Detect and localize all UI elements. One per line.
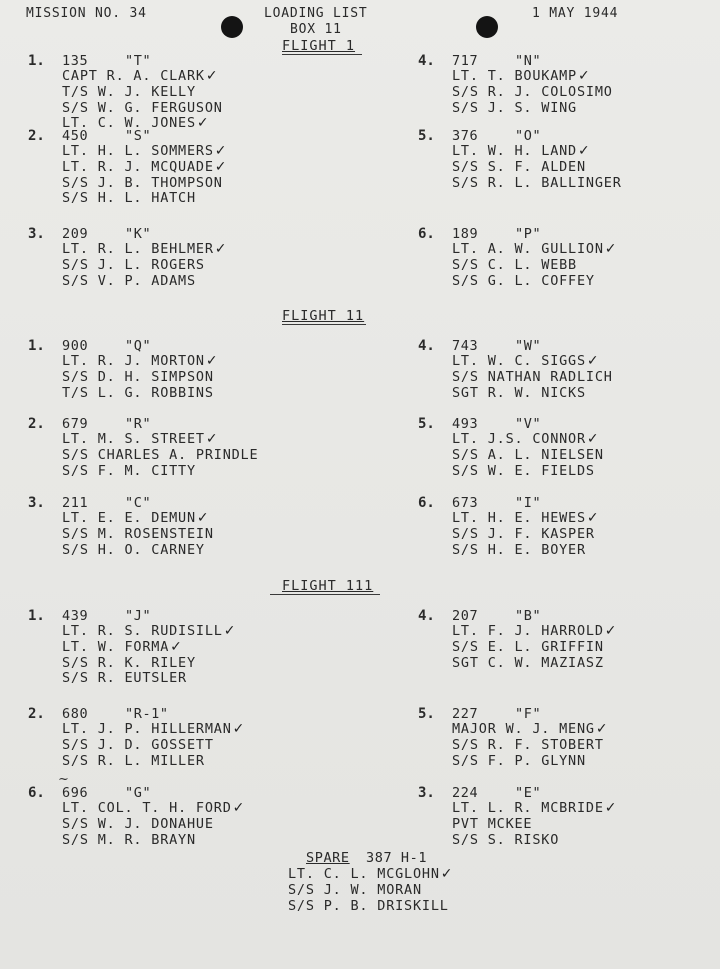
- slot-number: 3.: [28, 495, 45, 511]
- crew-name: LT. E. E. DEMUN: [62, 510, 196, 526]
- crew-name: SGT R. W. NICKS: [452, 384, 586, 401]
- crew-name: S/S H. L. HATCH: [62, 190, 196, 207]
- crew-member: [62, 176, 227, 192]
- flight-title-rule: [282, 54, 362, 55]
- crew-name: LT. R. J. MCQUADE: [62, 158, 214, 175]
- crew-name: SGT C. W. MAZIASZ: [452, 654, 604, 671]
- crew-name: S/S R. J. COLOSIMO: [452, 83, 613, 100]
- slot-number: 1.: [28, 338, 45, 354]
- crew-member: [452, 432, 604, 448]
- mission-number: MISSION NO. 34: [26, 6, 147, 21]
- crew-name: S/S J. D. GOSSETT: [62, 736, 214, 753]
- crew-name: LT. A. W. GULLION: [452, 241, 604, 257]
- crew-name: T/S W. J. KELLY: [62, 83, 196, 100]
- box-number: BOX 11: [290, 22, 342, 37]
- crew-member: [452, 833, 617, 849]
- flight-title-rule: [282, 324, 366, 325]
- crew-name: S/S D. H. SIMPSON: [62, 368, 214, 385]
- crew-name: S/S V. P. ADAMS: [62, 272, 196, 289]
- slot-number: 3.: [418, 785, 435, 801]
- crew-member: [62, 144, 227, 160]
- crew-name: S/S CHARLES A. PRINDLE: [62, 446, 259, 463]
- crew-member: [62, 370, 218, 386]
- slot-number: 6.: [418, 495, 435, 511]
- aircraft-number: 207: [452, 608, 479, 624]
- aircraft-letter: "G": [125, 785, 152, 801]
- crew-list: [62, 242, 227, 289]
- aircraft-number: 717: [452, 53, 479, 69]
- crew-name: LT. F. J. HARROLD: [452, 623, 604, 639]
- crew-member: [452, 242, 617, 258]
- crew-member: [62, 656, 236, 672]
- slot-number: 6.: [418, 226, 435, 242]
- crew-member: [452, 527, 599, 543]
- binder-hole-left: [221, 16, 243, 38]
- slot-number: 1.: [28, 608, 45, 624]
- crew-name: LT. R. J. MORTON: [62, 353, 205, 369]
- flight-1-title: FLIGHT 1: [282, 38, 356, 54]
- aircraft-letter: "B": [515, 608, 542, 624]
- check-mark: ✓: [232, 721, 246, 737]
- crew-name: S/S M. R. BRAYN: [62, 831, 196, 848]
- aircraft-number: 376: [452, 128, 479, 144]
- crew-name: S/S A. L. NIELSEN: [452, 446, 604, 463]
- check-mark: ✓: [196, 115, 210, 132]
- aircraft-number: 209: [62, 226, 89, 242]
- crew-list: [452, 801, 617, 848]
- crew-list: [452, 432, 604, 479]
- aircraft-letter: "Q": [125, 338, 152, 354]
- crew-name: S/S W. E. FIELDS: [452, 462, 595, 479]
- check-mark: ✓: [586, 353, 600, 369]
- crew-member: [452, 370, 613, 386]
- crew-member: [452, 464, 604, 480]
- check-mark: ✓: [214, 143, 228, 159]
- crew-member: [62, 191, 227, 207]
- crew-name: S/S R. F. STOBERT: [452, 736, 604, 753]
- crew-name: MAJOR W. J. MENG: [452, 721, 595, 737]
- crew-name: S/S R. L. BALLINGER: [452, 174, 622, 191]
- check-mark: ✓: [214, 241, 228, 257]
- crew-name: S/S J. B. THOMPSON: [62, 174, 223, 191]
- check-mark: ✓: [578, 68, 591, 84]
- crew-name: S/S H. O. CARNEY: [62, 541, 205, 558]
- check-mark: ✓: [214, 158, 228, 175]
- crew-member: [62, 354, 218, 370]
- aircraft-number: 673: [452, 495, 479, 511]
- crew-name: LT. J.S. CONNOR: [452, 431, 586, 447]
- slot-number: 1.: [28, 53, 45, 69]
- crew-member: [452, 543, 599, 559]
- crew-member: [62, 242, 227, 258]
- crew-name: LT. R. L. BEHLMER: [62, 241, 214, 257]
- slot-number: 5.: [418, 416, 435, 432]
- aircraft-number: 900: [62, 338, 89, 354]
- aircraft-number: 224: [452, 785, 479, 801]
- aircraft-number: 743: [452, 338, 479, 354]
- crew-name: S/S W. J. DONAHUE: [62, 815, 214, 832]
- aircraft-letter: "V": [515, 416, 542, 432]
- crew-list: [452, 722, 608, 769]
- crew-member: [452, 354, 613, 370]
- flight-title-rule: [270, 594, 380, 595]
- check-mark: ✓: [223, 623, 237, 639]
- crew-name: S/S J. L. ROGERS: [62, 256, 205, 273]
- crew-member: [62, 671, 236, 687]
- crew-member: [62, 833, 245, 849]
- aircraft-number: 450: [62, 128, 89, 144]
- crew-name: S/S J. S. WING: [452, 99, 577, 116]
- slot-number: 2.: [28, 706, 45, 722]
- crew-member: [62, 448, 258, 464]
- document-title: LOADING LIST: [264, 6, 368, 21]
- crew-name: LT. W. FORMA: [62, 638, 170, 655]
- aircraft-number: 696: [62, 785, 89, 801]
- check-mark: ✓: [604, 241, 618, 257]
- aircraft-number: 680: [62, 706, 89, 722]
- slot-number: 6.: [28, 785, 45, 801]
- crew-name: S/S R. K. RILEY: [62, 654, 196, 671]
- check-mark: ✓: [578, 143, 591, 159]
- slot-number: 3.: [28, 226, 45, 242]
- crew-name: LT. L. R. MCBRIDE: [452, 800, 604, 816]
- crew-name: S/S J. F. KASPER: [452, 525, 595, 542]
- crew-name: S/S S. F. ALDEN: [452, 158, 586, 175]
- crew-member: [452, 160, 622, 176]
- aircraft-number: 493: [452, 416, 479, 432]
- aircraft-letter: "O": [515, 128, 542, 144]
- slot-number: 2.: [28, 128, 45, 144]
- crew-member: [452, 274, 617, 290]
- crew-name: LT. J. P. HILLERMAN: [62, 721, 232, 737]
- crew-member: [62, 258, 227, 274]
- crew-member: [62, 801, 245, 817]
- crew-name: T/S L. G. ROBBINS: [62, 384, 214, 401]
- crew-name: S/S M. ROSENSTEIN: [62, 525, 214, 542]
- check-mark: ✓: [440, 866, 454, 882]
- crew-member: [452, 101, 613, 117]
- crew-member: S/S P. B. DRISKILL: [288, 897, 449, 914]
- crew-list: [452, 144, 622, 191]
- aircraft-number: 227: [452, 706, 479, 722]
- crew-name: LT. H. L. SOMMERS: [62, 143, 214, 159]
- spare-crew: [288, 867, 453, 914]
- crew-list: [62, 432, 258, 479]
- aircraft-letter: "J": [125, 608, 152, 624]
- crew-member: [452, 386, 613, 402]
- crew-member: [62, 738, 245, 754]
- aircraft-number: 135: [62, 53, 89, 69]
- crew-member: [62, 274, 227, 290]
- crew-list: [452, 69, 613, 116]
- crew-name: S/S G. L. COFFEY: [452, 272, 595, 289]
- crew-member: [452, 258, 617, 274]
- aircraft-letter: "K": [125, 226, 152, 242]
- check-mark: ✓: [604, 800, 618, 816]
- crew-member: [452, 448, 604, 464]
- crew-name: S/S S. RISKO: [452, 831, 560, 848]
- crew-name: S/S NATHAN RADLICH: [452, 368, 613, 385]
- crew-member: [62, 101, 223, 117]
- crew-member: [452, 722, 608, 738]
- crew-name: LT. H. E. HEWES: [452, 510, 586, 526]
- crew-list: [62, 511, 214, 558]
- aircraft-letter: "P": [515, 226, 542, 242]
- crew-member: [62, 722, 245, 738]
- crew-list: [62, 624, 236, 687]
- slot-number: 2.: [28, 416, 45, 432]
- crew-member: [62, 464, 258, 480]
- crew-member: [452, 754, 608, 770]
- crew-name: S/S R. EUTSLER: [62, 670, 187, 687]
- aircraft-number: 439: [62, 608, 89, 624]
- crew-member: [62, 754, 245, 770]
- crew-name: LT. T. BOUKAMP: [452, 68, 577, 84]
- crew-list: [62, 144, 227, 207]
- check-mark: ✓: [595, 721, 609, 737]
- crew-name: S/S W. G. FERGUSON: [62, 99, 223, 116]
- aircraft-letter: "S": [125, 128, 152, 144]
- crew-member: [452, 144, 622, 160]
- crew-member: [62, 640, 236, 656]
- spare-label: SPARE: [306, 850, 350, 866]
- crew-list: [452, 624, 617, 671]
- crew-member: [452, 69, 613, 85]
- crew-member: [62, 624, 236, 640]
- crew-member: [452, 176, 622, 192]
- crew-member: [62, 511, 214, 527]
- crew-name: LT. C. W. JONES: [62, 115, 196, 132]
- crew-member: S/S J. W. MORAN: [288, 881, 422, 898]
- crew-list: [62, 69, 223, 132]
- check-mark: ✓: [586, 510, 600, 526]
- crew-list: [452, 242, 617, 289]
- crew-list: [62, 801, 245, 848]
- check-mark: ✓: [586, 431, 600, 447]
- check-mark: ✓: [170, 638, 183, 655]
- aircraft-letter: "W": [515, 338, 542, 354]
- crew-member: [452, 640, 617, 656]
- crew-name: S/S R. L. MILLER: [62, 752, 205, 769]
- crew-member: [452, 656, 617, 672]
- aircraft-letter: "I": [515, 495, 542, 511]
- crew-list: [62, 722, 245, 769]
- aircraft-letter: "N": [515, 53, 542, 69]
- check-mark: ✓: [205, 68, 219, 84]
- crew-name: LT. COL. T. H. FORD: [62, 800, 232, 816]
- crew-name: LT. R. S. RUDISILL: [62, 623, 223, 639]
- aircraft-number: 189: [452, 226, 479, 242]
- aircraft-letter: "E": [515, 785, 542, 801]
- slot-number: 5.: [418, 128, 435, 144]
- crew-list: [62, 354, 218, 401]
- aircraft-letter: "C": [125, 495, 152, 511]
- crew-name: S/S C. L. WEBB: [452, 256, 577, 273]
- crew-name: LT. M. S. STREET: [62, 431, 205, 447]
- crew-member: LT. C. L. MCGLOHN✓: [288, 866, 454, 882]
- check-mark: ✓: [232, 800, 246, 816]
- slot-number: 5.: [418, 706, 435, 722]
- spare-plane: 387 H-1: [366, 850, 428, 866]
- crew-list: [452, 511, 599, 558]
- crew-name: CAPT R. A. CLARK: [62, 68, 205, 84]
- flight-3-title: FLIGHT 111: [282, 578, 374, 594]
- aircraft-letter: "R-1": [125, 706, 169, 722]
- handwritten-correction-mark: ~: [58, 772, 69, 787]
- check-mark: ✓: [196, 510, 210, 526]
- crew-member: [62, 386, 218, 402]
- crew-member: [62, 817, 245, 833]
- crew-member: [62, 69, 223, 85]
- crew-name: PVT MCKEE: [452, 815, 533, 832]
- crew-member: [452, 817, 617, 833]
- crew-member: [62, 160, 227, 176]
- crew-member: [452, 801, 617, 817]
- mission-date: 1 MAY 1944: [532, 6, 619, 21]
- crew-name: S/S F. P. GLYNN: [452, 752, 586, 769]
- crew-member: [62, 543, 214, 559]
- crew-name: S/S F. M. CITTY: [62, 462, 196, 479]
- aircraft-number: 211: [62, 495, 89, 511]
- crew-member: [452, 624, 617, 640]
- check-mark: ✓: [205, 431, 219, 447]
- crew-member: [62, 527, 214, 543]
- binder-hole-right: [476, 16, 498, 38]
- crew-member: [452, 511, 599, 527]
- slot-number: 4.: [418, 338, 435, 354]
- aircraft-number: 679: [62, 416, 89, 432]
- slot-number: 4.: [418, 53, 435, 69]
- crew-member: [452, 738, 608, 754]
- crew-name: LT. W. C. SIGGS: [452, 353, 586, 369]
- crew-name: S/S E. L. GRIFFIN: [452, 638, 604, 655]
- crew-name: S/S H. E. BOYER: [452, 541, 586, 558]
- flight-2-title: FLIGHT 11: [282, 308, 365, 324]
- check-mark: ✓: [205, 353, 219, 369]
- crew-list: [452, 354, 613, 401]
- crew-member: [62, 85, 223, 101]
- crew-member: [62, 432, 258, 448]
- crew-member: [452, 85, 613, 101]
- slot-number: 4.: [418, 608, 435, 624]
- aircraft-letter: "R": [125, 416, 152, 432]
- check-mark: ✓: [604, 623, 618, 639]
- crew-name: LT. W. H. LAND: [452, 143, 577, 159]
- aircraft-letter: "F": [515, 706, 542, 722]
- aircraft-letter: "T": [125, 53, 152, 69]
